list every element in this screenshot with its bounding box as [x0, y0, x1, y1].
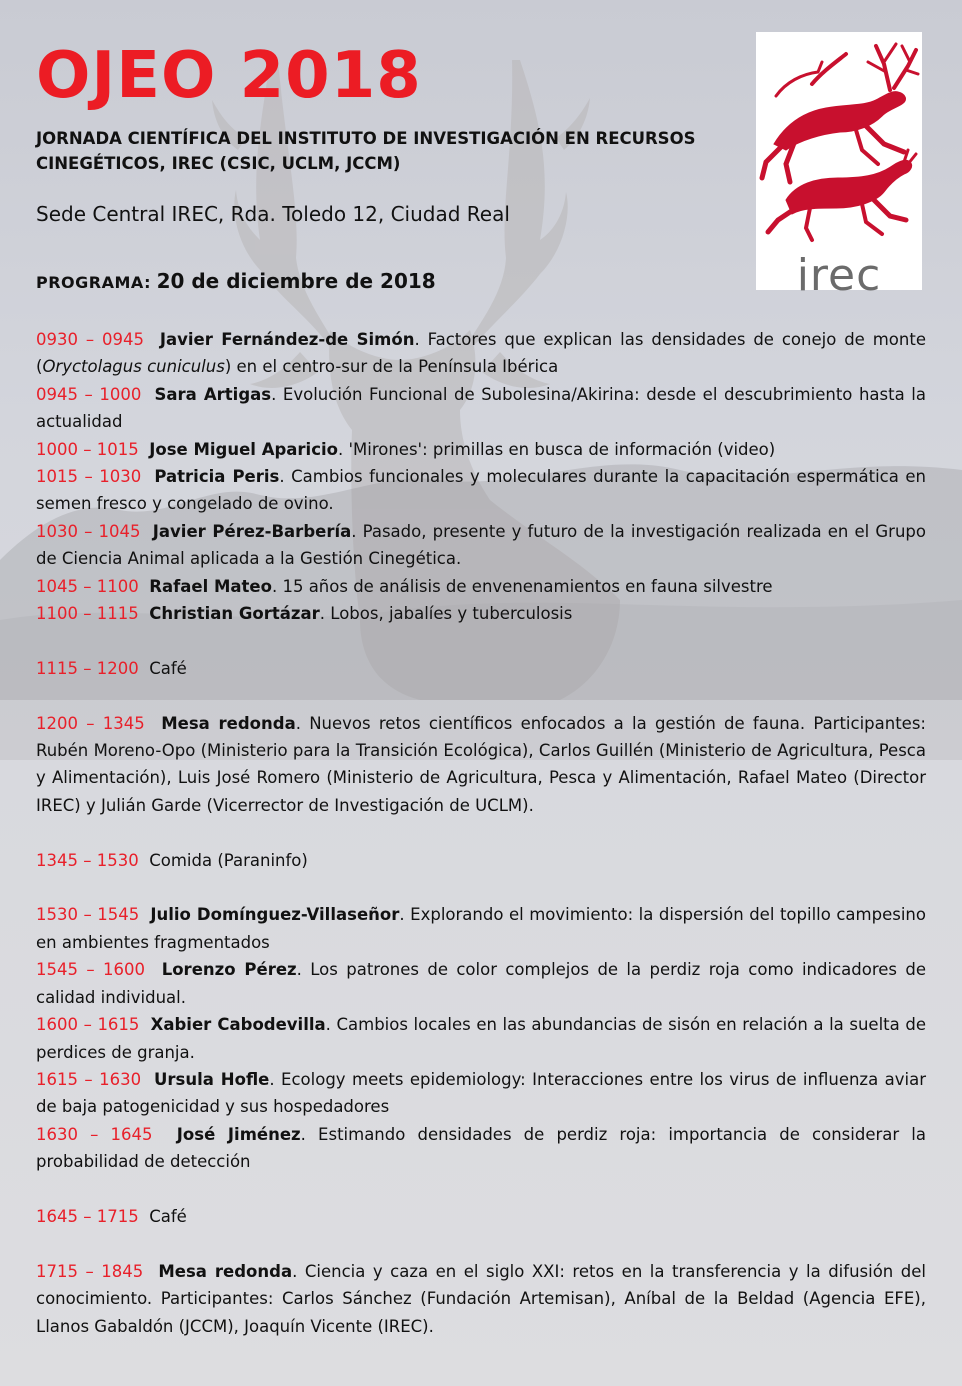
- session-time: 1015 – 1030: [36, 467, 142, 487]
- speaker-separator: .: [337, 439, 344, 459]
- session-description: 'Mirones': primillas en busca de información (video): [343, 439, 776, 459]
- irec-logo: [756, 32, 922, 301]
- schedule-list: [36, 326, 926, 1340]
- session-description: Factores que explican las densidades de conejo de monte (: [36, 330, 926, 377]
- speaker-separator: .: [269, 1069, 275, 1089]
- schedule-entry: [36, 1121, 926, 1176]
- session-time: 1600 – 1615: [36, 1015, 140, 1035]
- session-speaker: Sara Artigas: [154, 384, 272, 404]
- session-description: Ecology meets epidemiology: Interacciones entre los virus de influenza aviar de baja patogenicidad y sus hospedadores: [36, 1069, 926, 1117]
- session-speaker: Lorenzo Pérez: [161, 960, 297, 980]
- session-time: 1200 – 1345: [36, 713, 145, 733]
- schedule-entry: [36, 600, 926, 627]
- session-time: 1645 – 1715: [36, 1206, 139, 1226]
- session-description: Los patrones de color complejos de la perdiz roja como indicadores de calidad individual.: [36, 960, 926, 1007]
- session-speaker: Julio Domínguez-Villaseñor: [150, 905, 400, 925]
- speaker-separator: .: [296, 960, 302, 980]
- schedule-entry: [36, 1011, 926, 1066]
- schedule-entry: [36, 518, 926, 573]
- schedule-entry: [36, 573, 926, 600]
- event-subtitle: JORNADA CIENTÍFICA DEL INSTITUTO DE INVESTIGACIÓN EN RECURSOS CINEGÉTICOS, IREC (CSIC, UCLM, JCCM): [36, 129, 696, 173]
- session-speaker: Mesa redonda: [158, 1261, 293, 1281]
- speaker-separator: .: [295, 713, 301, 733]
- schedule-entry: [36, 1258, 926, 1340]
- schedule-entry: [36, 463, 926, 518]
- program-heading: [36, 266, 436, 298]
- session-speaker: Mesa redonda: [161, 713, 296, 733]
- program-label: PROGRAMA:: [36, 273, 151, 292]
- session-speaker: Ursula Hofle: [153, 1069, 270, 1089]
- program-date: 20 de diciembre de 2018: [156, 269, 436, 293]
- session-description: 15 años de análisis de envenenamientos en fauna silvestre: [277, 576, 773, 596]
- session-speaker: Christian Gortázar: [149, 604, 320, 624]
- session-time: 1615 – 1630: [36, 1069, 142, 1089]
- session-time: 1345 – 1530: [36, 850, 139, 870]
- session-speaker: Rafael Mateo: [149, 576, 272, 596]
- session-speaker: José Jiménez: [176, 1124, 301, 1144]
- session-speaker: Xabier Cabodevilla: [150, 1015, 326, 1035]
- schedule-entry: [36, 710, 926, 820]
- schedule-entry: [36, 436, 926, 463]
- session-description: Pasado, presente y futuro de la investigación realizada en el Grupo de Ciencia Animal aplicada a la Gestión Cinegética.: [36, 521, 926, 569]
- session-time: 1545 – 1600: [36, 960, 145, 980]
- schedule-entry: [36, 1066, 926, 1121]
- schedule-entry: [36, 956, 926, 1011]
- speaker-separator: .: [300, 1124, 306, 1144]
- schedule-entry: [36, 1203, 926, 1230]
- speaker-separator: .: [292, 1261, 298, 1281]
- schedule-entry: [36, 847, 926, 874]
- session-time: 0930 – 0945: [36, 330, 145, 349]
- venue-address: Sede Central IREC, Rda. Toledo 12, Ciudad Real: [36, 202, 510, 226]
- session-description: Comida (Paraninfo): [149, 850, 308, 870]
- session-time: 1115 – 1200: [36, 658, 139, 678]
- session-speaker: Javier Pérez-Barbería: [152, 521, 352, 541]
- speaker-separator: .: [271, 576, 278, 596]
- session-description: Estimando densidades de perdiz roja: importancia de considerar la probabilidad de detección: [36, 1124, 926, 1172]
- page-title: OJEO 2018: [36, 39, 422, 113]
- session-speaker: Patricia Peris: [154, 467, 280, 487]
- logo-wordmark: irec: [796, 250, 882, 301]
- session-description: Explorando el movimiento: la dispersión del topillo campesino en ambientes fragmentados: [36, 905, 926, 952]
- schedule-entry: [36, 901, 926, 956]
- species-name: Oryctolagus cuniculus: [42, 357, 225, 377]
- speaker-separator: .: [399, 905, 405, 925]
- session-time: 1045 – 1100: [36, 576, 139, 596]
- session-description: Cambios funcionales y moleculares durante la capacitación espermática en semen fresco y congelado de ovino.: [36, 467, 926, 514]
- speaker-separator: .: [319, 604, 326, 624]
- session-time: 1000 – 1015: [36, 439, 139, 459]
- speaker-separator: .: [414, 330, 420, 349]
- speaker-separator: .: [271, 384, 277, 404]
- speaker-separator: .: [351, 521, 357, 541]
- session-description: Cambios locales en las abundancias de sisón en relación a la suelta de perdices de granja.: [36, 1015, 926, 1062]
- deer-cave-painting-icon: [756, 32, 922, 252]
- session-time: 1030 – 1045: [36, 521, 141, 541]
- schedule-entry: [36, 326, 926, 381]
- session-time: 1630 – 1645: [36, 1124, 153, 1144]
- schedule-entry: [36, 381, 926, 436]
- session-description: Café: [149, 1206, 187, 1226]
- session-speaker: Javier Fernández-de Simón: [159, 330, 415, 349]
- speaker-separator: .: [325, 1015, 331, 1035]
- session-time: 1715 – 1845: [36, 1261, 144, 1281]
- speaker-separator: .: [279, 467, 285, 487]
- session-description: Café: [149, 658, 187, 678]
- session-speaker: Jose Miguel Aparicio: [149, 439, 338, 459]
- session-description: Evolución Funcional de Subolesina/Akirina: desde el descubrimiento hasta la actualidad: [36, 384, 926, 432]
- session-time: 1530 – 1545: [36, 905, 140, 925]
- session-time: 1100 – 1115: [36, 604, 139, 624]
- schedule-entry: [36, 655, 926, 682]
- session-description: Nuevos retos científicos enfocados a la gestión de fauna. Participantes: Rubén Moreno-Opo (Ministerio para la Transición Ecológica), Carlos Guillén (Ministerio de Agricultura, Pesca y Alimentación), Luis José Romero (Ministerio de Agricultura, Pesca y Alimentación, Rafael Mateo (Director IREC) y Julián Garde (Vicerrector de Investigación de UCLM).: [36, 713, 926, 815]
- session-description: Ciencia y caza en el siglo XXI: retos en la transferencia y la difusión del conocimiento. Participantes: Carlos Sánchez (Fundación Artemisan), Aníbal de la Beldad (Agencia EFE), Llanos Gabaldón (JCCM), Joaquín Vicente (IREC).: [36, 1261, 926, 1336]
- session-description: Lobos, jabalíes y tuberculosis: [325, 604, 573, 624]
- session-description-end: ) en el centro-sur de la Península Ibérica: [224, 357, 559, 377]
- session-time: 0945 – 1000: [36, 384, 142, 404]
